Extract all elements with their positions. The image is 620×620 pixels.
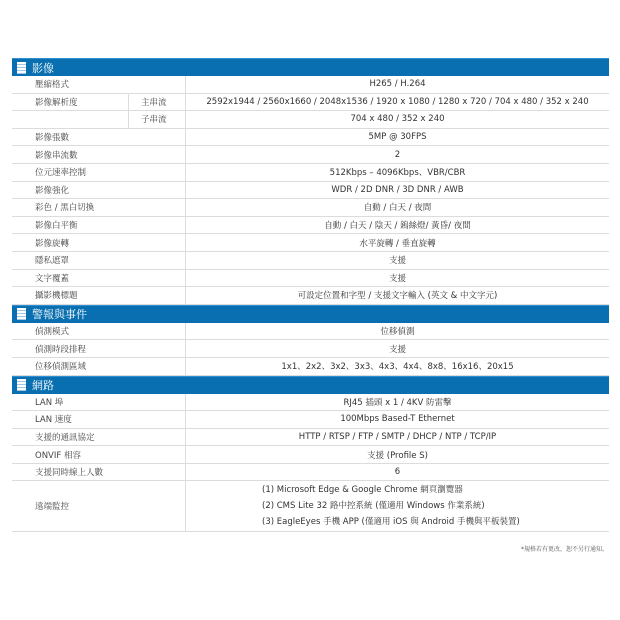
spec-row-detection-schedule (12, 340, 609, 358)
spec-label: 偵測模式 (12, 323, 186, 340)
spec-value: H265 / H.264 (369, 79, 426, 90)
spec-label: 壓縮格式 (12, 76, 186, 93)
spec-value: 位移偵測 (380, 327, 415, 338)
footnote: *規格若有更改，恕不另行通知。 (520, 546, 608, 553)
spec-value-list (186, 481, 609, 531)
spec-label: 攝影機標題 (12, 287, 186, 304)
spec-row-concurrent-users (12, 464, 609, 482)
spec-value: 2 (394, 149, 401, 160)
spec-table (12, 58, 609, 532)
spec-value: 2592x1944 / 2560x1660 / 2048x1536 / 1920 x 1080 / 1280 x 720 / 704 x 480 / 352 x 240 (206, 96, 589, 107)
spec-value: 支援 (Profile S) (367, 450, 428, 461)
spec-label: 文字覆蓋 (12, 270, 186, 287)
spec-label: 影像旋轉 (12, 234, 186, 251)
spec-row-camera-title (12, 287, 609, 305)
section-header-video (12, 58, 609, 76)
spec-value: 704 x 480 / 352 x 240 (350, 114, 445, 125)
spec-label: 位移偵測區域 (12, 358, 186, 375)
spec-value: 512Kbps – 4096Kbps、VBR/CBR (329, 168, 466, 179)
spec-row-frame-rate (12, 129, 609, 147)
spec-value: 6 (394, 467, 401, 478)
spec-label: ONVIF 相容 (12, 446, 186, 463)
spec-row-stream-count (12, 146, 609, 164)
section-bar-icon (17, 308, 26, 320)
spec-row-detection-mode (12, 323, 609, 341)
spec-value-line: (1) Microsoft Edge & Google Chrome 網頁瀏覽器 (262, 485, 463, 496)
spec-label: LAN 速度 (12, 411, 186, 428)
spec-label: 影像張數 (12, 129, 186, 146)
spec-sublabel: 子串流 (128, 111, 186, 128)
spec-label: 支援的通訊協定 (12, 429, 186, 446)
spec-row-text-overlay (12, 270, 609, 288)
spec-row-resolution-main (12, 94, 609, 112)
spec-row-rotation (12, 234, 609, 252)
spec-label: 位元速率控制 (12, 164, 186, 181)
spec-row-onvif (12, 446, 609, 464)
spec-value: 水平旋轉 / 垂直旋轉 (359, 238, 436, 249)
spec-value-line: (3) EagleEyes 手機 APP (僅適用 iOS 與 Android 手機與平板裝置) (262, 517, 520, 528)
spec-row-protocols (12, 429, 609, 447)
spec-value: WDR / 2D DNR / 3D DNR / AWB (331, 184, 464, 195)
spec-row-bitrate (12, 164, 609, 182)
spec-label: 彩色 / 黑白切換 (12, 199, 186, 216)
spec-value: 自動 / 白天 / 陰天 / 鎢絲燈/ 黃昏/ 夜間 (324, 221, 471, 232)
section-title: 影像 (32, 61, 54, 75)
spec-row-lan-port (12, 394, 609, 412)
spec-row-day-night (12, 199, 609, 217)
spec-label: 支援同時線上人數 (12, 464, 186, 481)
spec-label: 影像強化 (12, 182, 186, 199)
spec-row-lan-speed (12, 411, 609, 429)
section-bar-icon (17, 62, 26, 74)
spec-row-enhancement (12, 182, 609, 200)
spec-value: 自動 / 白天 / 夜間 (363, 203, 432, 214)
spec-label: LAN 埠 (12, 394, 186, 411)
spec-value: 1x1、2x2、3x2、3x3、4x3、4x4、8x8、16x16、20x15 (281, 362, 514, 373)
spec-value: 5MP @ 30FPS (368, 132, 427, 143)
spec-row-white-balance (12, 217, 609, 235)
spec-label-empty (12, 111, 128, 128)
spec-row-privacy-mask (12, 252, 609, 270)
spec-row-remote-monitoring (12, 481, 609, 532)
section-title: 網路 (32, 379, 54, 392)
spec-value: 可設定位置和字型 / 支援文字輸入 (英文 & 中文字元) (297, 291, 498, 302)
spec-value: 支援 (388, 273, 406, 284)
section-title: 警報與事件 (32, 308, 87, 322)
spec-value: 支援 (388, 344, 406, 355)
spec-label: 遠端監控 (12, 481, 186, 531)
spec-value: HTTP / RTSP / FTP / SMTP / DHCP / NTP / TCP/IP (298, 431, 497, 442)
section-header-alarm (12, 305, 609, 323)
spec-value: 支援 (388, 256, 406, 267)
section-bar-icon (17, 379, 26, 391)
spec-sublabel: 主串流 (128, 94, 186, 111)
spec-row-motion-area (12, 358, 609, 376)
spec-value: 100Mbps Based-T Ethernet (340, 414, 455, 425)
spec-value: RJ45 插頭 x 1 / 4KV 防雷擊 (343, 397, 452, 408)
spec-label: 偵測時段排程 (12, 340, 186, 357)
section-header-network (12, 376, 609, 394)
spec-label: 影像串流數 (12, 146, 186, 163)
spec-label: 影像解析度 (35, 97, 78, 108)
spec-row-resolution-sub (12, 111, 609, 129)
spec-row-compression (12, 76, 609, 94)
spec-value-line: (2) CMS Lite 32 路中控系統 (僅適用 Windows 作業系統) (262, 501, 485, 512)
spec-label: 影像白平衡 (12, 217, 186, 234)
spec-label: 隱私遮罩 (12, 252, 186, 269)
